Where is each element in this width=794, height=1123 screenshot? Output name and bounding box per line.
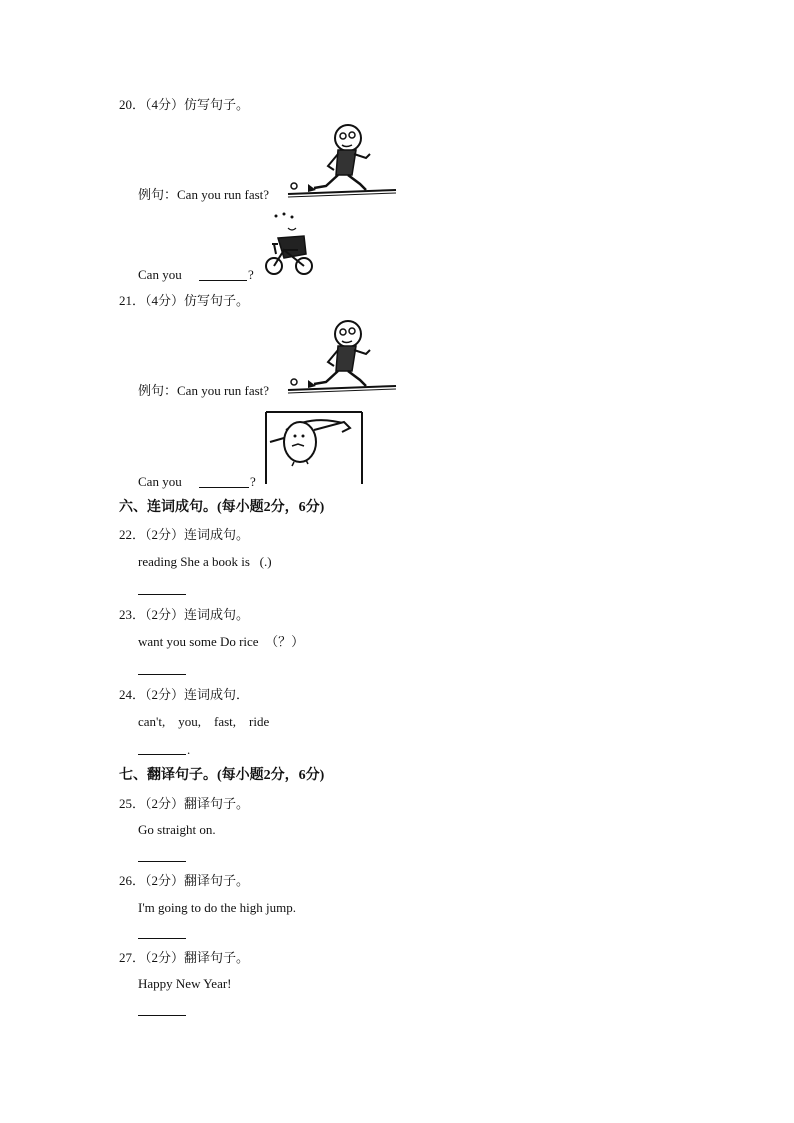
high-jump-icon	[262, 408, 366, 486]
q23-answer-blank[interactable]	[138, 674, 186, 675]
q25-sentence: Go straight on.	[138, 822, 216, 837]
q25-header: 25．（2分）翻译句子。	[119, 796, 250, 811]
section-7-title: 七、翻译句子。(每小题2分，6分)	[119, 768, 325, 783]
q22-answer-blank[interactable]	[138, 594, 186, 595]
q21-answer-blank[interactable]	[199, 487, 249, 488]
q27-header: 27．（2分）翻译句子。	[119, 950, 250, 965]
q27-sentence: Happy New Year!	[138, 976, 232, 991]
q26-header: 26．（2分）翻译句子。	[119, 873, 250, 888]
q20-header: 20．（4分）仿写句子。	[119, 97, 250, 112]
section-6-title: 六、连词成句。(每小题2分，6分)	[119, 500, 325, 515]
q21-qmark: ?	[250, 474, 256, 489]
running-boy-icon	[286, 316, 398, 396]
q21-example: 例句：Can you run fast?	[138, 383, 270, 398]
q24-header: 24．（2分）连词成句．	[119, 687, 250, 702]
q26-sentence: I'm going to do the high jump.	[138, 900, 296, 915]
q20-answer-blank[interactable]	[199, 280, 247, 281]
q23-header: 23．（2分）连词成句。	[119, 607, 250, 622]
q21-prompt: Can you	[138, 474, 182, 489]
q25-answer-blank[interactable]	[138, 861, 186, 862]
cyclist-icon	[262, 210, 318, 278]
q24-answer-blank[interactable]	[138, 754, 186, 755]
q22-header: 22．（2分）连词成句。	[119, 527, 250, 542]
q21-header: 21．（4分）仿写句子。	[119, 293, 250, 308]
q20-qmark: ?	[248, 267, 254, 282]
q24-end-punct: .	[187, 742, 191, 757]
q27-answer-blank[interactable]	[138, 1015, 186, 1016]
q22-words: reading She a book is (.)	[138, 554, 272, 569]
running-boy-icon	[286, 120, 398, 200]
q23-words: want you some Do rice （？）	[138, 634, 305, 649]
q20-prompt: Can you	[138, 267, 182, 282]
q24-words: can't, you, fast, ride	[138, 714, 270, 729]
q20-example: 例句：Can you run fast?	[138, 187, 270, 202]
q26-answer-blank[interactable]	[138, 938, 186, 939]
